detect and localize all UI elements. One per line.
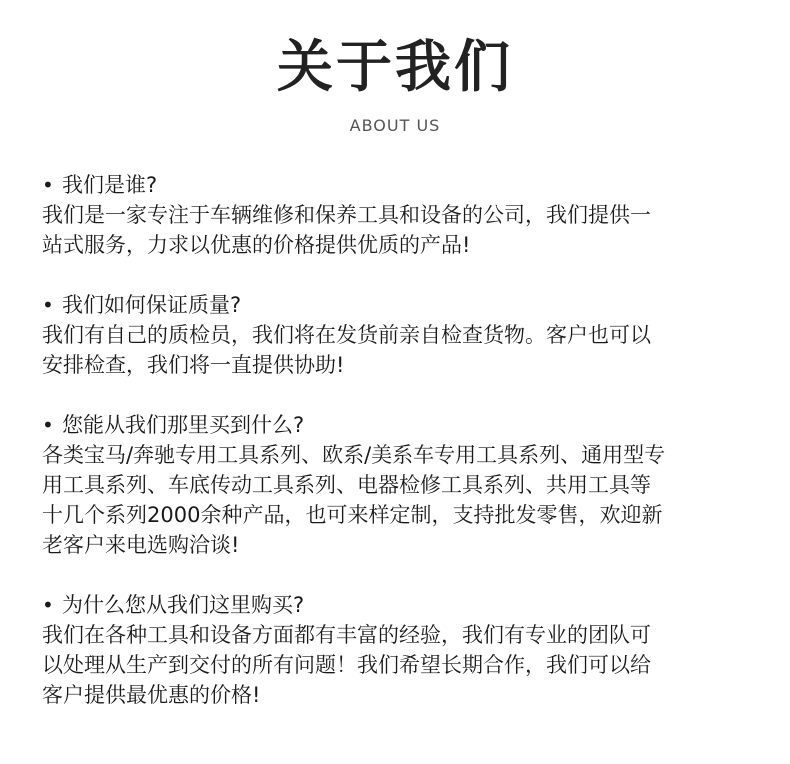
question-text: 我们是谁?: [62, 173, 158, 197]
answer-line: 各类宝马/奔驰专用工具系列、欧系/美系车专用工具系列、通用型专: [42, 443, 666, 467]
faq-question: [42, 170, 772, 200]
faq-section-why-us: [42, 590, 772, 710]
question-text: 我们如何保证质量?: [62, 293, 242, 317]
answer-line: 我们在各种工具和设备方面都有丰富的经验，我们有专业的团队可: [42, 623, 651, 647]
answer-line: 安排检查，我们将一直提供协助!: [42, 353, 345, 377]
faq-content: [42, 170, 772, 740]
faq-question: [42, 590, 772, 620]
bullet-icon: •: [42, 293, 54, 317]
answer-line: 站式服务，力求以优惠的价格提供优质的产品!: [42, 233, 471, 257]
bullet-icon: •: [42, 173, 54, 197]
answer-line: 十几个系列2000余种产品，也可来样定制，支持批发零售，欢迎新: [42, 503, 663, 527]
question-text: 您能从我们那里买到什么?: [62, 413, 305, 437]
answer-line: 我们是一家专注于车辆维修和保养工具和设备的公司，我们提供一: [42, 203, 651, 227]
faq-section-quality: [42, 290, 772, 380]
question-text: 为什么您从我们这里购买?: [62, 593, 305, 617]
bullet-icon: •: [42, 593, 54, 617]
faq-question: [42, 290, 772, 320]
answer-line: 我们有自己的质检员，我们将在发货前亲自检查货物。客户也可以: [42, 323, 651, 347]
faq-question: [42, 410, 772, 440]
bullet-icon: •: [42, 413, 54, 437]
answer-line: 老客户来电选购洽谈!: [42, 533, 240, 557]
answer-line: 以处理从生产到交付的所有问题！我们希望长期合作，我们可以给: [42, 653, 651, 677]
answer-line: 用工具系列、车底传动工具系列、电器检修工具系列、共用工具等: [42, 473, 651, 497]
faq-section-who: [42, 170, 772, 260]
faq-section-products: [42, 410, 772, 560]
page-title: 关于我们: [277, 35, 513, 100]
page-subtitle: ABOUT US: [349, 116, 441, 135]
answer-line: 客户提供最优惠的价格!: [42, 683, 261, 707]
